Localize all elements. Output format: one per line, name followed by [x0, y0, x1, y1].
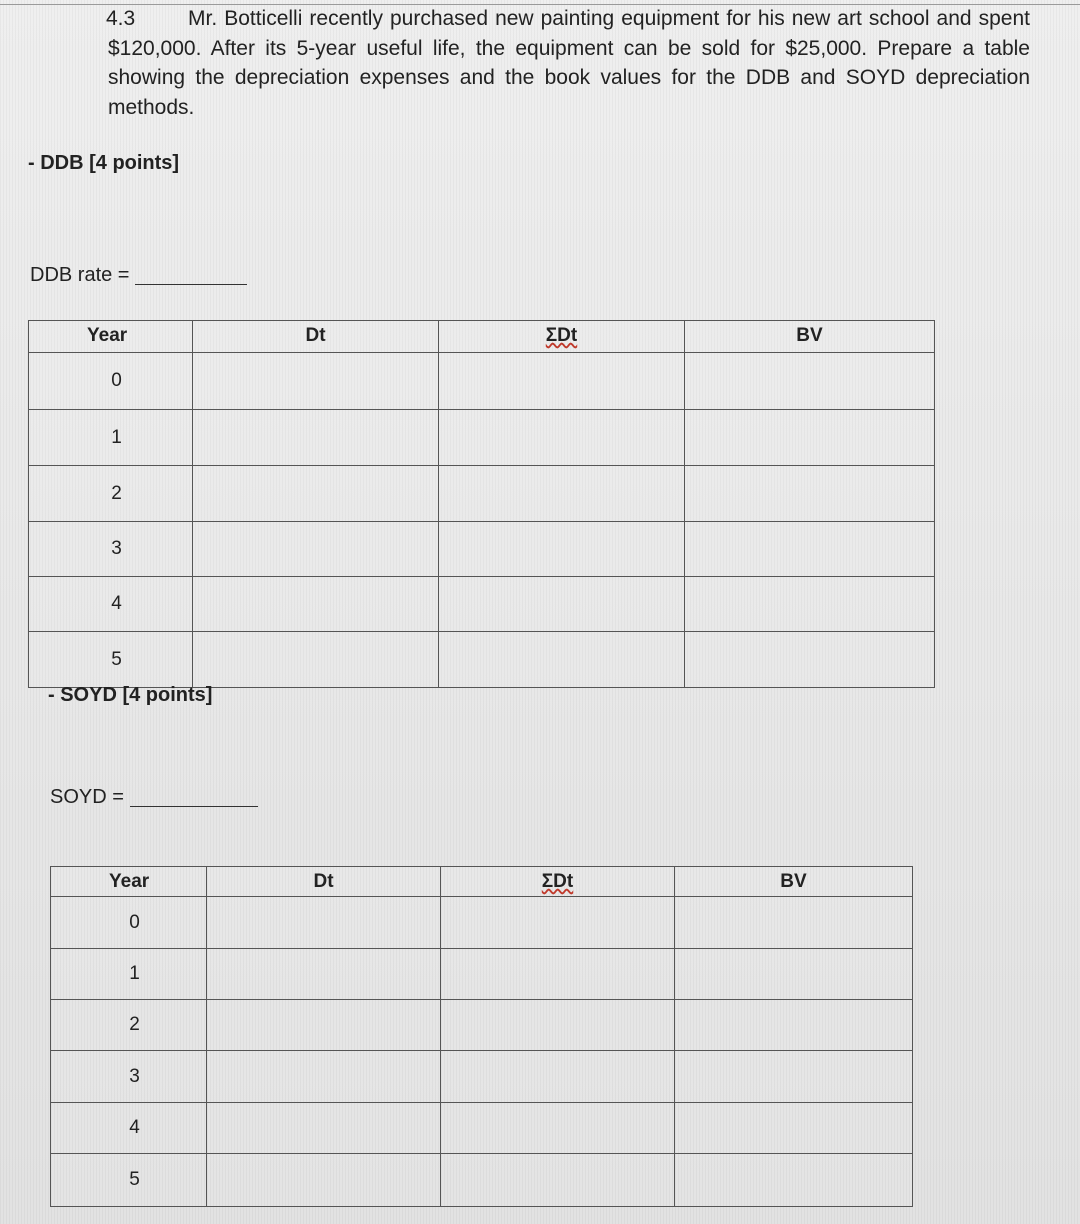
sum-dt-cell[interactable] — [441, 1051, 675, 1103]
table-row — [51, 1103, 913, 1154]
sum-dt-cell[interactable] — [439, 632, 685, 688]
bv-cell[interactable] — [675, 897, 913, 949]
sum-dt-cell[interactable] — [439, 466, 685, 522]
bv-cell[interactable] — [675, 1103, 913, 1154]
soyd-field — [50, 786, 258, 809]
year-cell: 3 — [29, 522, 193, 577]
table-row — [51, 897, 913, 949]
sum-dt-cell[interactable] — [439, 353, 685, 410]
dt-cell[interactable] — [193, 632, 439, 688]
table-row — [29, 522, 935, 577]
dt-cell[interactable] — [207, 1051, 441, 1103]
ddb-header-bv: BV — [685, 321, 935, 353]
problem-text: Mr. Botticelli recently purchased new painting equipment for his new art school and spent $120,000. After its 5-year useful life, the equipment can be sold for $25,000. Prepare a table showing the depreciation expenses and the book values for the DDB and SOYD depreciation methods. — [108, 7, 1030, 119]
table-row — [29, 466, 935, 522]
soyd-blank[interactable] — [130, 805, 258, 807]
ddb-table — [28, 320, 935, 688]
ddb-rate-field — [30, 264, 247, 287]
bv-cell[interactable] — [685, 353, 935, 410]
year-cell: 5 — [51, 1154, 207, 1207]
dt-cell[interactable] — [193, 353, 439, 410]
sum-dt-cell[interactable] — [441, 1103, 675, 1154]
table-row — [29, 410, 935, 466]
ddb-header-year: Year — [29, 321, 193, 353]
bv-cell[interactable] — [685, 466, 935, 522]
soyd-table — [50, 866, 913, 1207]
ddb-header-sum-dt: ΣDt — [439, 321, 685, 353]
table-row — [29, 577, 935, 632]
year-cell: 0 — [29, 353, 193, 410]
year-cell: 3 — [51, 1051, 207, 1103]
year-cell: 4 — [51, 1103, 207, 1154]
table-row — [51, 949, 913, 1000]
sum-dt-cell[interactable] — [441, 1154, 675, 1207]
bv-cell[interactable] — [685, 577, 935, 632]
bv-cell[interactable] — [675, 1051, 913, 1103]
ddb-heading: - DDB [4 points] — [28, 152, 180, 174]
bv-cell[interactable] — [685, 410, 935, 466]
year-cell: 1 — [51, 949, 207, 1000]
sum-dt-cell[interactable] — [441, 897, 675, 949]
year-cell: 2 — [51, 1000, 207, 1051]
dt-cell[interactable] — [207, 1103, 441, 1154]
bv-cell[interactable] — [685, 632, 935, 688]
dt-cell[interactable] — [207, 1000, 441, 1051]
bv-cell[interactable] — [675, 1000, 913, 1051]
year-cell: 0 — [51, 897, 207, 949]
table-row — [51, 1051, 913, 1103]
bv-cell[interactable] — [675, 949, 913, 1000]
year-cell: 1 — [29, 410, 193, 466]
year-cell: 2 — [29, 466, 193, 522]
dt-cell[interactable] — [207, 897, 441, 949]
sum-dt-cell[interactable] — [441, 949, 675, 1000]
bv-cell[interactable] — [685, 522, 935, 577]
ddb-rate-blank[interactable] — [135, 283, 247, 285]
soyd-header-dt: Dt — [207, 867, 441, 897]
dt-cell[interactable] — [207, 949, 441, 1000]
dt-cell[interactable] — [193, 577, 439, 632]
sum-dt-cell[interactable] — [439, 410, 685, 466]
bv-cell[interactable] — [675, 1154, 913, 1207]
table-row — [51, 1000, 913, 1051]
dt-cell[interactable] — [207, 1154, 441, 1207]
sum-dt-cell[interactable] — [439, 522, 685, 577]
soyd-header-sum-dt: ΣDt — [441, 867, 675, 897]
year-cell: 4 — [29, 577, 193, 632]
table-row — [29, 632, 935, 688]
ddb-table-header-row — [29, 321, 935, 353]
soyd-header-bv: BV — [675, 867, 913, 897]
sum-dt-cell[interactable] — [441, 1000, 675, 1051]
ddb-rate-label: DDB rate = — [30, 264, 130, 286]
soyd-heading: - SOYD [4 points] — [48, 684, 213, 706]
table-row — [29, 353, 935, 410]
table-row — [51, 1154, 913, 1207]
soyd-table-header-row — [51, 867, 913, 897]
dt-cell[interactable] — [193, 410, 439, 466]
problem-statement — [108, 4, 1030, 122]
year-cell: 5 — [29, 632, 193, 688]
dt-cell[interactable] — [193, 522, 439, 577]
dt-cell[interactable] — [193, 466, 439, 522]
problem-number: 4.3 — [106, 7, 136, 30]
soyd-label: SOYD = — [50, 786, 124, 808]
soyd-header-year: Year — [51, 867, 207, 897]
ddb-header-dt: Dt — [193, 321, 439, 353]
sum-dt-cell[interactable] — [439, 577, 685, 632]
